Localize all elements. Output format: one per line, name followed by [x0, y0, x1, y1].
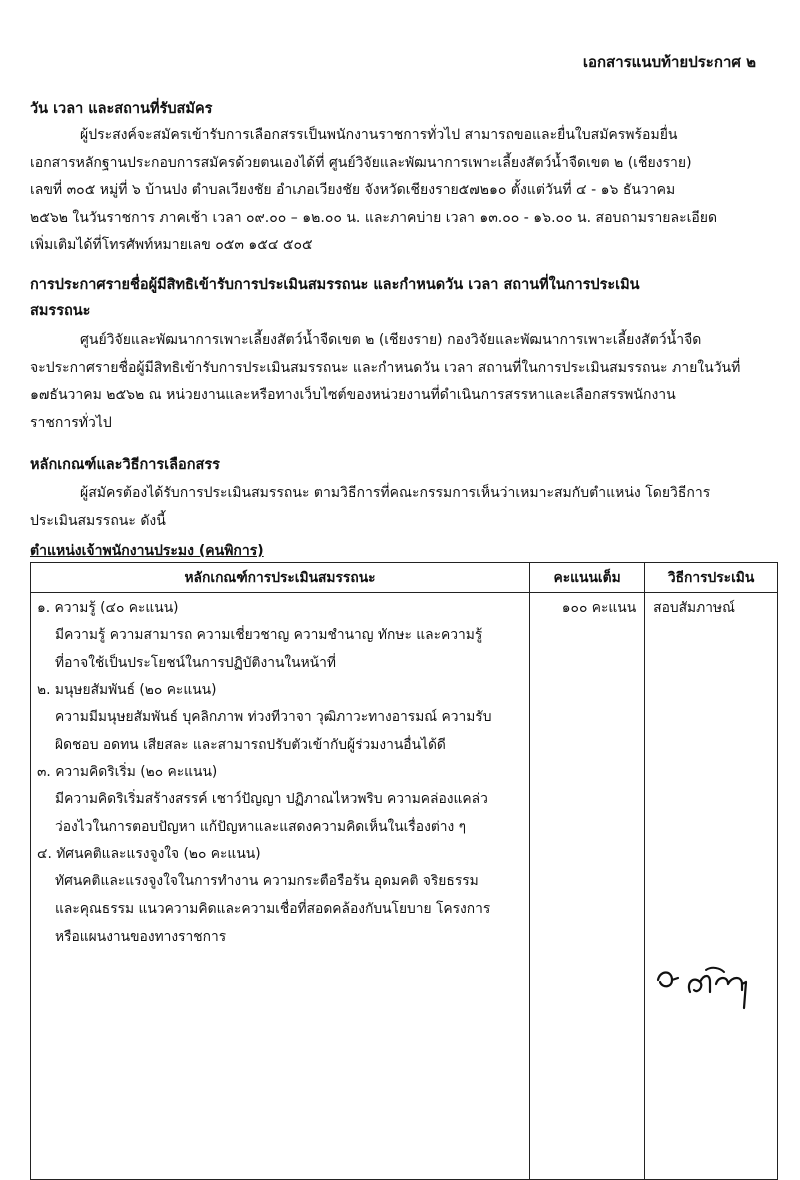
section-body-criteria	[30, 480, 750, 535]
total-score-cell: ๑๐๐ คะแนน	[530, 593, 645, 1180]
section-title-application: วัน เวลา และสถานที่รับสมัคร	[30, 101, 213, 117]
section-title-announcement	[30, 272, 640, 324]
position-title: ตำแหน่งเจ้าพนักงานประมง (คนพิการ)	[30, 543, 264, 559]
table-header-row	[31, 563, 778, 593]
criterion-item	[37, 759, 523, 841]
criterion-heading: ๑. ความรู้ (๔๐ คะแนน)	[37, 600, 179, 616]
criterion-line: ที่อาจใช้เป็นประโยชน์ในการปฏิบัติงานในหน้าที่	[55, 655, 336, 671]
para-line: ราชการทั่วไป	[30, 414, 112, 431]
column-header-method: วิธีการประเมิน	[645, 563, 778, 593]
column-header-criteria: หลักเกณฑ์การประเมินสมรรถนะ	[31, 563, 530, 593]
section-title-criteria: หลักเกณฑ์และวิธีการเลือกสรร	[30, 457, 220, 473]
column-header-score: คะแนนเต็ม	[530, 563, 645, 593]
signature-icon	[648, 962, 758, 1012]
criterion-heading: ๒. มนุษยสัมพันธ์ (๒๐ คะแนน)	[37, 682, 217, 698]
para-line: จะประกาศรายชื่อผู้มีสิทธิเข้ารับการประเมินสมรรถนะ และกำหนดวัน เวลา สถานที่ในการประเมินสมรรถนะ ภายในวันที่	[30, 359, 741, 376]
para-line: เลขที่ ๓๐๕ หมู่ที่ ๖ บ้านปง ตำบลเวียงชัย อำเภอเวียงชัย จังหวัดเชียงราย๕๗๒๑๐ ตั้งแต่วันที่ ๔ - ๑๖ ธันวาคม	[30, 182, 676, 198]
section-title-line: สมรรถนะ	[30, 303, 91, 319]
section-body-announcement	[30, 327, 750, 437]
criteria-table	[30, 562, 778, 1180]
para-line: เอกสารหลักฐานประกอบการสมัครด้วยตนเองได้ที่ ศูนย์วิจัยและพัฒนาการเพาะเลี้ยงสัตว์น้ำจืดเขต ๒ (เชียงราย)	[30, 154, 692, 171]
criterion-line: ความมีมนุษยสัมพันธ์ บุคลิกภาพ ท่วงทีวาจา วุฒิภาวะทางอารมณ์ ความรับ	[55, 709, 492, 725]
section-title-line: การประกาศรายชื่อผู้มีสิทธิเข้ารับการประเมินสมรรถนะ และกำหนดวัน เวลา สถานที่ในการประเมิน	[30, 277, 640, 293]
criterion-line: มีความรู้ ความสามารถ ความเชี่ยวชาญ ความชำนาญ ทักษะ และความรู้	[55, 627, 483, 643]
table-row	[31, 593, 778, 1180]
criterion-heading: ๔. ทัศนคติและแรงจูงใจ (๒๐ คะแนน)	[37, 846, 261, 862]
section-body-application	[30, 122, 750, 260]
criterion-item	[37, 595, 523, 677]
para-line: เพิ่มเติมได้ที่โทรศัพท์หมายเลข ๐๕๓ ๑๕๔ ๕๐๕	[30, 237, 313, 253]
criterion-line: หรือแผนงานของทางราชการ	[55, 929, 227, 945]
criterion-item	[37, 841, 523, 951]
criterion-line: ว่องไวในการตอบปัญหา แก้ปัญหาและแสดงความคิดเห็นในเรื่องต่าง ๆ	[55, 819, 467, 835]
criterion-line: ทัศนคติและแรงจูงใจในการทำงาน ความกระตือรือร้น อุดมคติ จริยธรรม	[55, 873, 479, 889]
criteria-cell	[31, 593, 530, 1180]
para-line: ประเมินสมรรถนะ ดังนี้	[30, 512, 166, 529]
para-line: ศูนย์วิจัยและพัฒนาการเพาะเลี้ยงสัตว์น้ำจืดเขต ๒ (เชียงราย) กองวิจัยและพัฒนาการเพาะเลี้ยงสัตว์น้ำจืด	[80, 332, 702, 348]
para-line: ผู้สมัครต้องได้รับการประเมินสมรรถนะ ตามวิธีการที่คณะกรรมการเห็นว่าเหมาะสมกับตำแหน่ง โดยวิธีการ	[80, 485, 711, 501]
criterion-line: มีความคิดริเริ่มสร้างสรรค์ เชาว์ปัญญา ปฏิภาณไหวพริบ ความคล่องแคล่ว	[55, 791, 488, 807]
criterion-line: ผิดชอบ อดทน เสียสละ และสามารถปรับตัวเข้ากับผู้ร่วมงานอื่นได้ดี	[55, 737, 446, 753]
attachment-reference: เอกสารแนบท้ายประกาศ ๒	[582, 53, 756, 71]
para-line: ๒๕๖๒ ในวันราชการ ภาคเช้า เวลา ๐๙.๐๐ – ๑๒.๐๐ น. และภาคบ่าย เวลา ๑๓.๐๐ - ๑๖.๐๐ น. สอบถามรายละเอียด	[30, 209, 718, 226]
criterion-item	[37, 677, 523, 759]
para-line: ผู้ประสงค์จะสมัครเข้ารับการเลือกสรรเป็นพนักงานราชการทั่วไป สามารถขอและยื่นใบสมัครพร้อมยื่น	[80, 127, 678, 143]
method-cell: สอบสัมภาษณ์	[645, 593, 778, 1180]
criterion-line: และคุณธรรม แนวความคิดและความเชื่อที่สอดคล้องกับนโยบาย โครงการ	[55, 901, 491, 917]
para-line: ๑๗ธันวาคม ๒๕๖๒ ณ หน่วยงานและหรือทางเว็บไซต์ของหน่วยงานที่ดำเนินการสรรหาและเลือกสรรพนักงาน	[30, 387, 676, 403]
criterion-heading: ๓. ความคิดริเริ่ม (๒๐ คะแนน)	[37, 764, 218, 780]
